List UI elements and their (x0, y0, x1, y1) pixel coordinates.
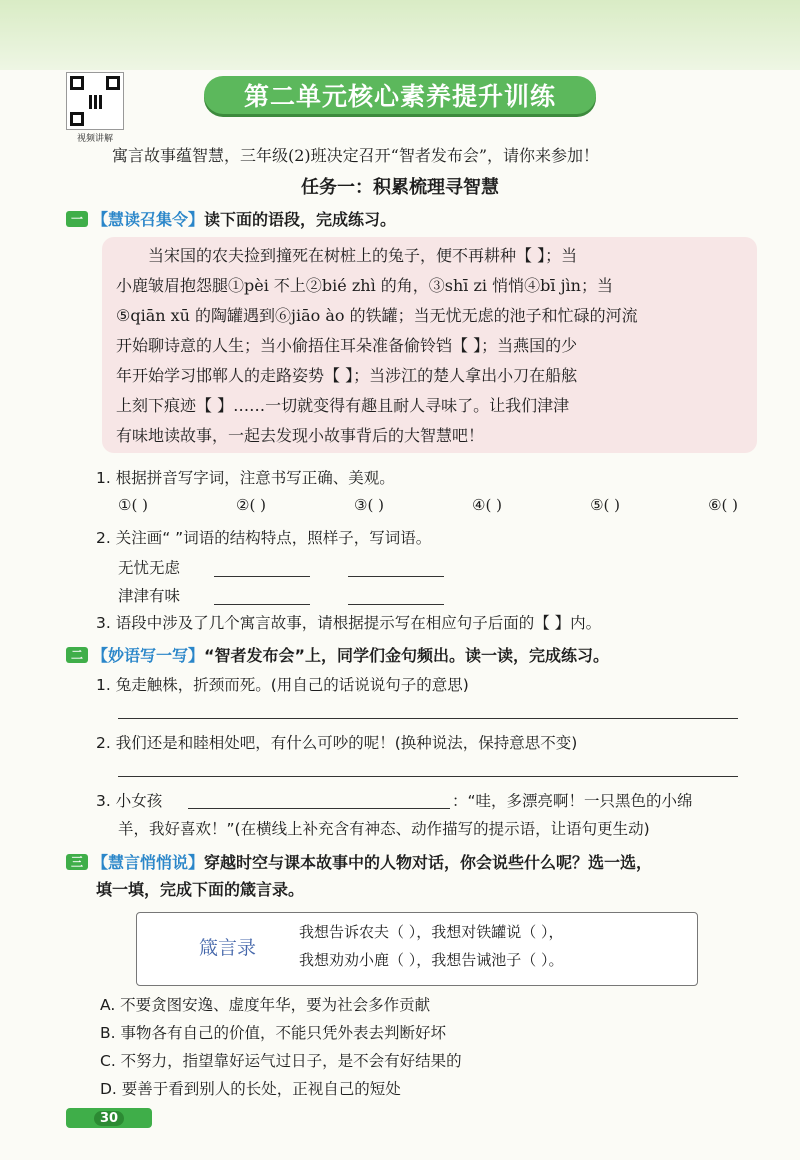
motto-line: 我想劝劝小鹿（ ），我想告诫池子（ ）。 (299, 951, 564, 969)
pinyin-blanks (118, 496, 738, 514)
answer-line[interactable] (214, 604, 310, 605)
example-word: 无忧无虑 (118, 559, 181, 577)
qr-code[interactable] (66, 72, 124, 130)
option-a: A. 不要贪图安逸、虚度年华，要为社会多作贡献 (100, 996, 431, 1014)
example-word: 津津有味 (118, 587, 181, 605)
answer-line[interactable] (118, 718, 738, 719)
answer-blank[interactable]: ③( ) (354, 496, 384, 514)
scroll-label: 箴言录 (199, 937, 257, 959)
section-tag: 【慧言悄悄说】 (92, 853, 205, 872)
page-title: 第二单元核心素养提升训练 (243, 82, 556, 111)
question-1-1: 1. 根据拼音写字词，注意书写正确、美观。 (96, 469, 395, 487)
section-1-heading (66, 207, 396, 230)
section-number: 一 (66, 211, 88, 227)
answer-blank[interactable]: ①( ) (118, 496, 148, 514)
page-number-badge (66, 1108, 152, 1128)
passage-line: 有味地读故事，一起去发现小故事背后的大智慧吧！ (116, 426, 485, 445)
answer-line[interactable] (348, 604, 444, 605)
question-2-1: 1. 兔走触株，折颈而死。(用自己的话说说句子的意思) (96, 676, 469, 694)
section-tag: 【慧读召集令】 (92, 210, 205, 229)
option-b: B. 事物各有自己的价值，不能只凭外表去判断好坏 (100, 1024, 446, 1042)
section-number: 二 (66, 647, 88, 663)
section-3-instruction-cont: 填一填，完成下面的箴言录。 (96, 880, 305, 899)
answer-blank[interactable]: ⑤( ) (590, 496, 620, 514)
passage-line: 年开始学习邯郸人的走路姿势【 】；当涉江的楚人拿出小刀在船舷 (116, 366, 578, 385)
answer-blank[interactable]: ⑥( ) (708, 496, 738, 514)
section-2-heading (66, 643, 609, 666)
answer-line[interactable] (348, 576, 444, 577)
section-3-heading (66, 850, 652, 873)
passage-line: 上刻下痕迹【 】……一切就变得有趣且耐人寻味了。让我们津津 (116, 396, 570, 415)
motto-scroll (136, 912, 698, 986)
answer-line[interactable] (214, 576, 310, 577)
section-instruction: 穿越时空与课本故事中的人物对话，你会说些什么呢？选一选， (204, 853, 653, 872)
question-1-3: 3. 语段中涉及了几个寓言故事，请根据提示写在相应句子后面的【 】内。 (96, 614, 602, 632)
task-title: 任务一：积累梳理寻智慧 (301, 177, 499, 198)
answer-line[interactable] (118, 776, 738, 777)
answer-blank[interactable]: ④( ) (472, 496, 502, 514)
question-2-3-quote: ：“哇，多漂亮啊！一只黑色的小绵 (452, 792, 693, 810)
question-1-2: 2. 关注画“ ”词语的结构特点，照样子，写词语。 (96, 529, 432, 547)
passage-line: 当宋国的农夫捡到撞死在树桩上的兔子，便不再耕种【 】；当 (148, 246, 578, 265)
question-2-2: 2. 我们还是和睦相处吧，有什么可吵的呢！(换种说法，保持意思不变) (96, 734, 578, 752)
answer-blank[interactable]: ②( ) (236, 496, 266, 514)
option-c: C. 不努力，指望靠好运气过日子，是不会有好结果的 (100, 1052, 462, 1070)
question-2-3: 3. 小女孩 (96, 792, 163, 810)
page-number: 30 (94, 1111, 124, 1126)
motto-line: 我想告诉农夫（ ），我想对铁罐说（ ）， (299, 923, 564, 941)
answer-line[interactable] (188, 808, 450, 809)
section-tag: 【妙语写一写】 (92, 646, 205, 665)
question-2-3-cont: 羊，我好喜欢！”(在横线上补充含有神态、动作描写的提示语，让语句更生动) (118, 820, 650, 838)
page-title-banner (204, 76, 596, 114)
passage-line: ⑤qiān xū 的陶罐遇到⑥jiāo ào 的铁罐；当无忧无虑的池子和忙碌的河流 (116, 306, 638, 325)
top-band (0, 0, 800, 70)
qr-caption: 视频讲解 (76, 134, 113, 144)
section-number: 三 (66, 854, 88, 870)
intro-text: 寓言故事蕴智慧，三年级(2)班决定召开“智者发布会”，请你来参加！ (112, 146, 600, 165)
passage-line: 开始聊诗意的人生；当小偷捂住耳朵准备偷铃铛【 】；当燕国的少 (116, 336, 578, 355)
section-instruction: “智者发布会”上，同学们金句频出。读一读，完成练习。 (204, 646, 610, 665)
passage-line: 小鹿皱眉抱怨腿①pèi 不上②bié zhì 的角，③shī zi 悄悄④bī jìn；当 (116, 276, 613, 295)
section-instruction: 读下面的语段，完成练习。 (204, 210, 397, 229)
option-d: D. 要善于看到别人的长处，正视自己的短处 (100, 1080, 401, 1098)
reading-passage (102, 237, 757, 453)
